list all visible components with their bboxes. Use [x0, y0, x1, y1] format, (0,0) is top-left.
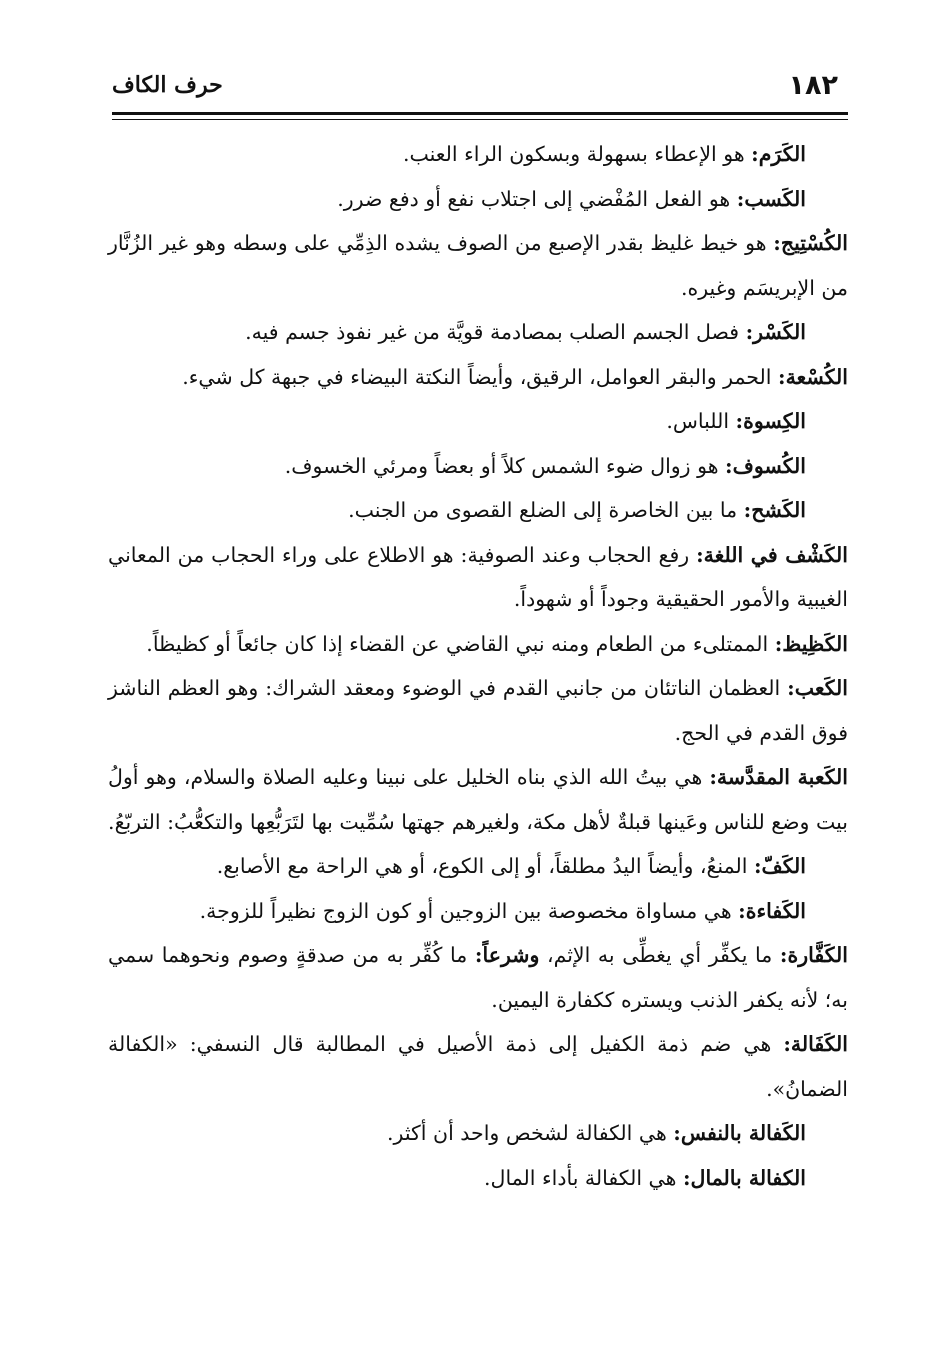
entry-kustij	[108, 221, 848, 310]
entry-subterm: وشرعاً:	[474, 943, 540, 967]
entry-kaff	[108, 844, 848, 889]
entry-definition: هي ضم ذمة الكفيل إلى ذمة الأصيل في المطالبة قال النسفي: «الكفالة الضمانُ».	[108, 1032, 848, 1101]
entry-kazhiz	[108, 622, 848, 667]
entry-kus-a	[108, 355, 848, 400]
entry-term: الكَعب:	[787, 676, 848, 700]
entry-definition: هو الإعطاء بسهولة وبسكون الراء العنب.	[402, 142, 752, 166]
entry-kashh	[108, 488, 848, 533]
entry-term: الكِسوة:	[735, 409, 806, 433]
entry-kasb	[108, 177, 848, 222]
entry-term: الكَشْف في اللغة:	[696, 542, 848, 567]
entry-definition: ما بين الخاصرة إلى الضلع القصوى من الجنب.	[348, 498, 744, 522]
entry-definition: هو الفعل المُفْضي إلى اجتلاب نفع أو دفع ضرر.	[337, 186, 737, 211]
entry-definition: هو زوال ضوء الشمس كلاً أو بعضاً ومرئي الخسوف.	[284, 453, 726, 478]
entry-term: الكَرَم:	[751, 142, 806, 166]
entry-karam	[108, 132, 848, 177]
entry-term: الكَعبة المقدَّسة:	[709, 765, 848, 789]
entry-definition: هي مساواة مخصوصة بين الزوجين أو كون الزوج نظيراً للزوجة.	[199, 898, 739, 923]
entry-definition: الحمر والبقر العوامل، الرقيق، وأيضاً النكتة البيضاء في جبهة كل شيء.	[182, 364, 778, 389]
entry-definition: ما كُفِّر به من صدقةٍ وصوم ونحوهما سمي به؛ لأنه يكفر الذنب ويستره ككفارة اليمين.	[108, 943, 848, 1012]
header-rule-thick	[112, 112, 848, 115]
entry-kiswa	[108, 399, 848, 444]
entry-definition: هي الكفالة لشخص واحد أن أكثر.	[387, 1121, 674, 1145]
entry-definition: هي بيتُ الله الذي بناه الخليل على نبينا وعليه الصلاة والسلام، وهو أولُ بيت وضع للناس وعَينها قبلةٌ لأهل مكة، ولغيرهم جهتها سُمِّيت بها لتَرَبُّعِها والتكعُّبُ: التربّعُ.	[108, 765, 848, 834]
entry-kashf	[108, 533, 848, 622]
entry-definition: اللباس.	[666, 409, 736, 433]
page-number: ١٨٢	[788, 70, 838, 101]
entry-definition: هو خيط غليظ بقدر الإصبع من الصوف يشده الذِمِّي على وسطه وهو غير الزُنَّار من الإبريسَم وغيره.	[108, 231, 848, 300]
entry-kusuf	[108, 444, 848, 489]
entry-term: الكَظِيظ:	[774, 631, 848, 656]
entry-term: الكَشح:	[743, 498, 806, 522]
entry-kaaba	[108, 755, 848, 844]
entry-term: الكَفالة بالنفس:	[673, 1121, 806, 1145]
entry-definition: هي الكفالة بأداء المال.	[484, 1165, 683, 1190]
entry-term: الكُسْتِيج:	[773, 231, 848, 255]
entry-term: الكَفاءة:	[738, 898, 806, 923]
page-header	[112, 62, 838, 102]
entry-kaffara	[108, 933, 848, 1022]
entry-term: الكُسْعة:	[778, 364, 848, 389]
entry-definition: ما يكفِّر أي يغطِّى به الإثم،	[539, 943, 780, 967]
entry-kafa-a	[108, 889, 848, 934]
entry-definition: فصل الجسم الصلب بمصادمة قويَّة من غير نفوذ جسم فيه.	[245, 320, 746, 344]
entry-ka-b	[108, 666, 848, 755]
entry-term: الكَسْر:	[745, 320, 806, 344]
entry-kafala-nafs	[108, 1111, 848, 1156]
entry-kafala-mal	[108, 1156, 848, 1201]
header-rule-thin	[112, 119, 848, 120]
entry-kafala	[108, 1022, 848, 1111]
entry-term: الكفالة بالمال:	[682, 1165, 806, 1190]
entry-term: الكُسوف:	[725, 453, 806, 478]
entry-term: الكَفّ:	[753, 854, 806, 878]
entry-definition: الممتلىء من الطعام ومنه نبي القاضي عن القضاء إذا كان جائعاً أو كظيظاً.	[146, 631, 775, 656]
chapter-title: حرف الكاف	[112, 72, 223, 98]
dictionary-entries	[108, 132, 848, 1200]
entry-definition: العظمان الناتئان من جانبي القدم في الوضوء ومعقد الشراك: وهو العظم الناشز فوق القدم في الحج.	[108, 676, 848, 745]
entry-term: الكَفَالة:	[783, 1032, 848, 1056]
entry-kasr	[108, 310, 848, 355]
entry-definition: المنعُ، وأيضاً اليدُ مطلقاً، أو إلى الكوع، أو هي الراحة مع الأصابع.	[216, 854, 754, 878]
entry-term: الكَفَّارة:	[779, 943, 848, 967]
entry-term: الكَسب:	[736, 186, 806, 211]
entry-definition: رفع الحجاب وعند الصوفية: هو الاطلاع على وراء الحجاب من المعاني الغيبية والأمور الحقيقية وجوداً أو شهوداً.	[108, 542, 848, 611]
